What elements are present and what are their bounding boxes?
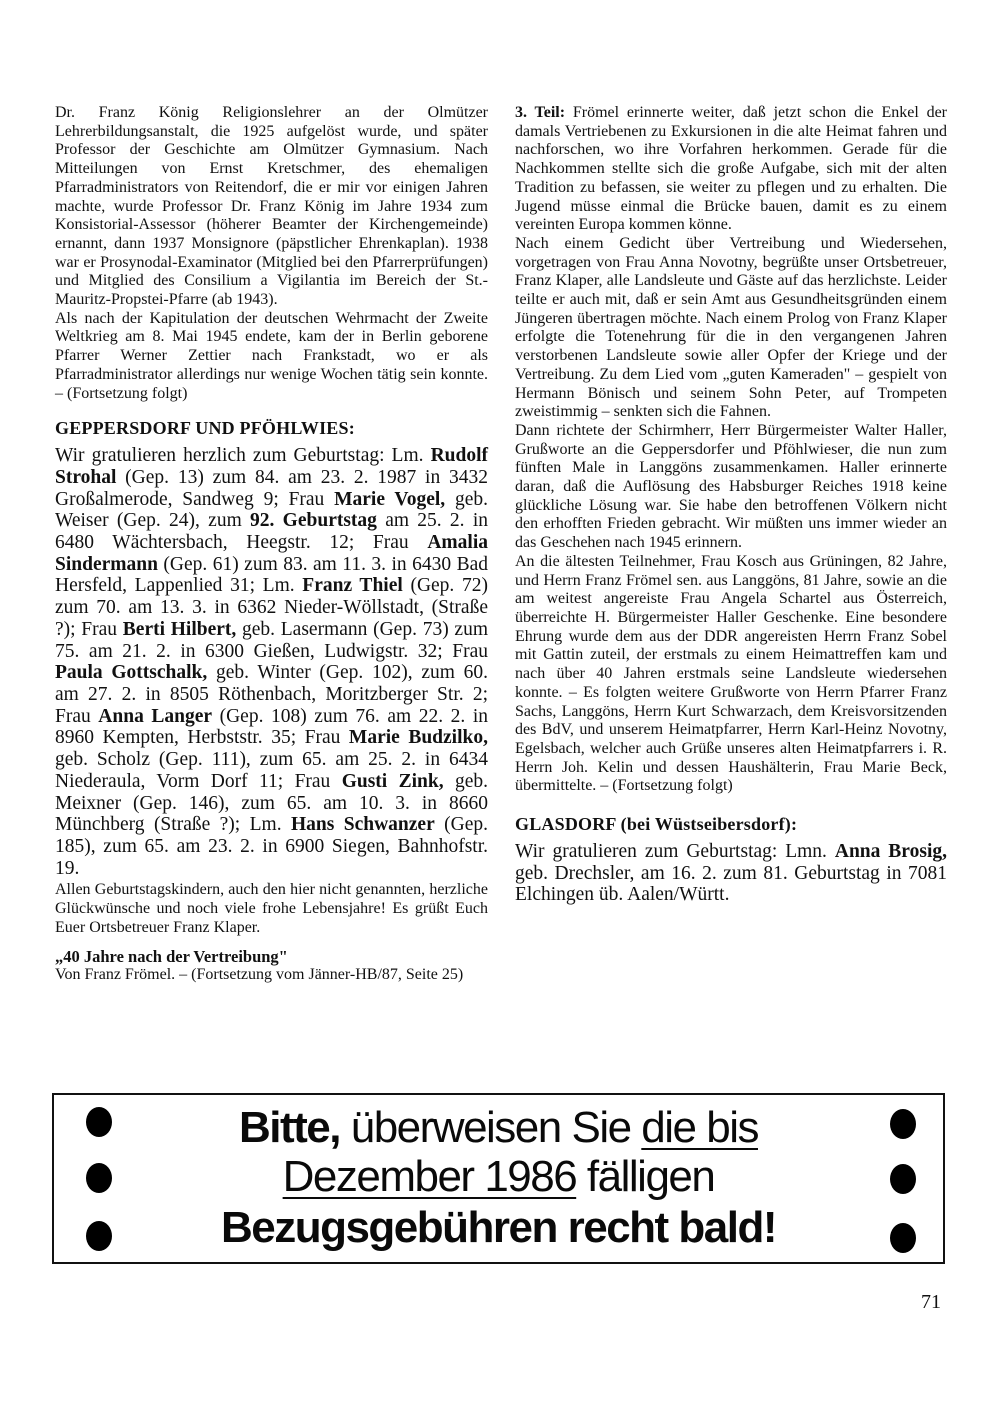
birthday-name: Franz Thiel [302,575,403,597]
birthday-text: Wir gratulieren herzlich zum Geburtstag: Lm. [55,445,431,467]
birthday-name: Hans Schwanzer [291,814,435,836]
closing-paragraph: Allen Geburtstagskindern, auch den hier nicht genannten, herzliche Glückwünsche und noch viele frohe Lebensjahre! Es grüßt Euch Euer Ortsbetreuer Franz Klaper. [55,881,488,936]
birthday-text: geb. Winter (Gep. 102), zum 60. am 27. 2. in 8505 Röthenbach, Moritzberger Str. 2; Frau [55,662,488,727]
report-paragraph-2: Dann richtete der Schirmherr, Herr Bürgermeister Walter Haller, Grußworte an die Geppersdorfer und Pföhlwieser, die nun zum fünften Male in Langgöns zusammenkamen. Haller erinnerte daran, daß die Auflösung des Habsburger Reiches 1918 keine glückliche Lösung war. Sie habe den betroffenen Völkern nicht den erhofften Frieden gebracht. Wir müßten uns immer wieder an das Geschehen nach 1945 erinnern. [515,421,947,552]
notice-line-1 [54,1103,943,1153]
glasdorf-text: geb. Drechsler, am 16. 2. zum 81. Geburtstag in 7081 Elchingen üb. Aalen/Württ. [515,862,947,906]
glasdorf-text: Wir gratulieren zum Geburtstag: Lmn. [515,841,835,863]
intro-paragraph-2: Als nach der Kapitulation der deutschen Wehrmacht der Zweite Weltkrieg am 8. Mai 1945 endete, kam der in Berlin geborene Pfarrer Werner Zettier nach Frankstadt, wo er als Pfarradministrator allerdings nur wenige Wochen tätig sein konnte. – (Fortsetzung folgt) [55,309,488,402]
birthday-text: geb. Lasermann (Gep. 73) zum 75. am 21. 2. in 6300 Gießen, Ludwigstr. 32; Frau [55,618,488,662]
birthday-name: Gusti Zink, [341,770,444,792]
notice-due: fälligen [576,1152,715,1201]
article-byline: Von Franz Frömel. – (Fortsetzung vom Jänner-HB/87, Seite 25) [55,966,464,984]
birthday-text: am 25. 2. in 6480 Wächtersbach, Heegstr. 12; Frau [55,510,488,554]
birthday-name: Marie Vogel, [334,488,446,510]
glasdorf-heading: GLASDORF (bei Wüstseibersdorf): [515,814,798,835]
article-title: „40 Jahre nach der Vertreibung" [55,947,288,967]
left-column [55,104,488,985]
birthday-text: geb. Weiser (Gep. 24), zum [55,488,488,532]
birthday-text: geb. Scholz (Gep. 111), zum 65. am 25. 2. in 6434 Niederaula, Vorm Dorf 11; Frau [55,749,488,792]
report-paragraph-1: Nach einem Gedicht über Vertreibung und Wiedersehen, vorgetragen von Frau Anna Novotny, begrüßte unser Ortsbetreuer, Franz Klaper, alle Landsleute und Gäste auf das herzlichste. Leider teilte er auch mit, daß er sein Amt aus Gesundheitsgründen einem Jüngeren übertragen möchte. Nach einem Prolog von Franz Klaper erfolgte die Totenehrung für die in den vergangenen Jahren verstorbenen Landsleute sowie aller Opfer der Kriege und der Vertreibung. Zu dem Lied vom „guten Kameraden" – gespielt von Hermann Bönisch und seinem Sohn Peter, auf Trompeten zweistimmig – senkten sich die Fahnen. [515,234,947,421]
report-paragraph-3: An die ältesten Teilnehmer, Frau Kosch aus Grüningen, 82 Jahre, und Herrn Franz Frömel sen. aus Langgöns, 81 Jahre, sowie an die am weitest angereiste Frau Angela Schartel aus Österreich, überreichte H. Bürgermeister Haller Geschenke. Eine besondere Ehrung wurde dem aus der DDR angereisten Herrn Franz Sobel mit Gattin zuteil, der erstmals zu einem Heimattreffen kam und nach über 40 Jahren erstmals seine Landsleute wiedersehen konnte. – Es folgten weitere Grußworte von Herrn Pfarrer Franz Sachs, Langgöns, Herrn Kurt Schwarzach, dem Kreisvorsitzenden des BdV, und unserem Heimatpfarrer, Herrn Karl-Heinz Novotny, Egelsbach, welcher auch Grüße unseres alten Heimatpfarrers i. R. Herrn Joh. Kelin und dessen Haushälterin, Frau Marie Beck, übermittelte. – (Fortsetzung folgt) [515,552,947,795]
birthday-name: Marie Budzilko, [348,727,488,749]
page-number: 71 [921,1291,941,1313]
birthday-text: geb. Meixner (Gep. 146), zum 65. am 10. 3. in 8660 Münchberg (Straße ?); Lm. [55,770,489,836]
intro-paragraph-1: Dr. Franz König Religionslehrer an der Olmützer Lehrerbildungsanstalt, die 1925 aufgelöst wurde, und später Professor der Geschichte am Olmützer Gymnasium. Nach Mitteilungen von Ernst Kretschmer, des ehemaligen Pfarradministrators von Reitendorf, die er mir vor einigen Jahren machte, wurde Professor Dr. Franz König im Jahre 1934 zum Konsistorial-Assessor (höherer Beamter der Kirchengemeinde) ernannt, dann 1937 Monsignore (päpstlicher Ehrenkaplan). 1938 war er Prosynodal-Examinator (Mitglied bei den Pfarrerprüfungen) und Mitglied des Consilium a Vigilantia im Bereich der St.-Mauritz-Propstei-Pfarre (ab 1943). [55,104,488,309]
payment-notice-box [52,1093,945,1264]
part-three-paragraph [515,104,947,235]
birthday-text: (Gep. 61) zum 83. am 11. 3. in 6430 Bad Hersfeld, Lappenlied 31; Lm. [55,553,488,597]
notice-until: die bis [641,1103,758,1152]
birthday-text: (Gep. 185), zum 65. am 23. 2. in 6900 Siegen, Bahnhofstr. 19. [55,814,489,879]
birthday-name: 92. Geburtstag [250,510,377,532]
notice-transfer: überweisen Sie [340,1103,642,1152]
birthday-name: Anna Langer [98,705,213,727]
notice-due-date: Dezember 1986 [282,1152,577,1201]
glasdorf-name: Anna Brosig, [834,841,947,863]
birthday-text: (Gep. 13) zum 84. am 23. 2. 1987 in 3432 Großalmerode, Sandweg 9; Frau [55,466,488,510]
notice-line-3: Bezugsgebühren recht bald! [220,1203,777,1252]
glasdorf-birthday-paragraph [515,841,947,906]
part-text: Frömel erinnerte weiter, daß jetzt schon die Enkel der damals Vertriebenen zu Exkursionen in die alte Heimat fahren und nachforschen, wo ihre Vorfahren herkommen. Gerade für die Nachkommen stellte sich die große Aufgabe, sich mit der alten Tradition zu befassen, sie weiter zu pflegen und zu erhalten. Die Jugend müsse einmal die Brücke bauen, damit es zu einem vereinten Europa kommen könne. [515,104,948,234]
notice-line-2 [54,1152,943,1202]
part-label: 3. Teil: [515,104,566,121]
geppersdorf-heading: GEPPERSDORF UND PFÖHLWIES: [55,418,355,439]
birthday-text: (Gep. 108) zum 76. am 22. 2. in 8960 Kempten, Herbststr. 35; Frau [55,705,488,749]
birthday-name: Berti Hilbert, [122,618,237,640]
right-column [515,104,947,906]
birthday-name: Paula Gottschalk, [55,662,208,684]
birthday-name: Amalia Sindermann [55,532,488,575]
birthday-name: Rudolf Strohal [55,445,488,488]
notice-please: Bitte, [239,1103,340,1152]
birthday-list-paragraph [55,445,488,879]
birthday-text: (Gep. 72) zum 70. am 13. 3. in 6362 Nieder-Wöllstadt, (Straße ?); Frau [55,575,488,640]
